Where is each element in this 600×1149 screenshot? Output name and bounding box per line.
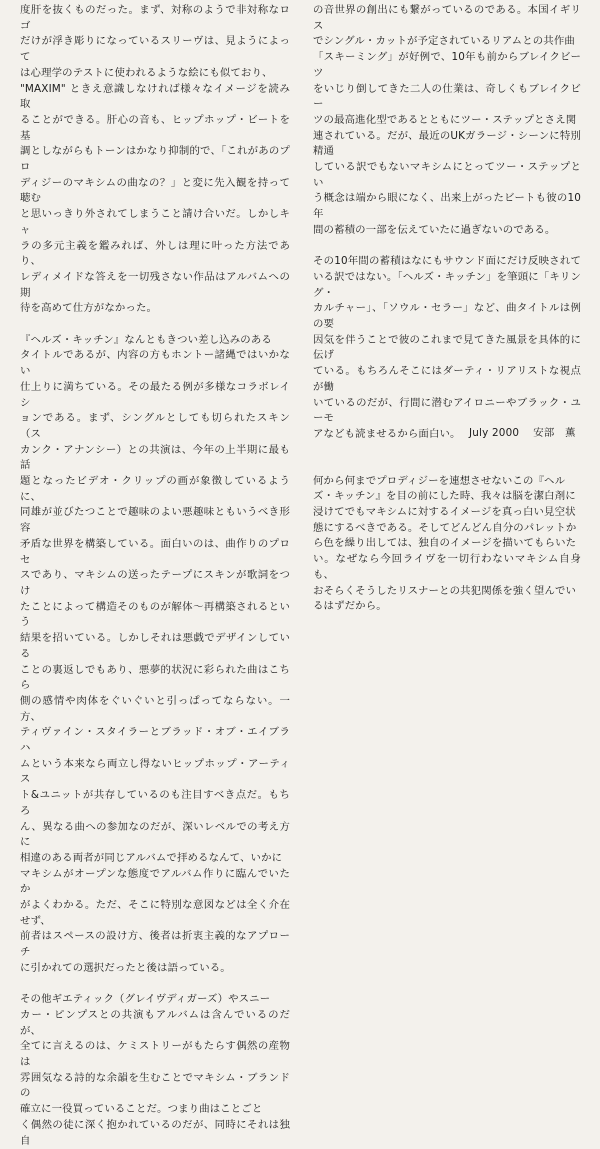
body-paragraph: その10年間の蓄積はなにもサウンド面にだけ反映されている訳ではない。「ヘルズ・キッチン」を筆頭に「キリング・ カルチャー」、「ソウル・セラー」など、曲タイトルは例の要 因気を伴うことで彼のこれまで見てきた風景を具体的に伝げ ている。もちろんそこにはダーティ・リアリストな視点が働 いているのだが、行間に潜むアイロニーやブラック・ユーモ アなども読ませるから面白い。: [313, 255, 581, 440]
right-column: [313, 3, 581, 615]
signature-author: 安部 薫: [533, 427, 576, 439]
body-paragraph: の音世界の創出にも繋がっているのである。本国イギリス でシングル・カットが予定されているリアムとの共作曲 「スキーミング」が好例で、10年も前からブレイクビーツ をいじり倒してきた二人の仕業は、奇しくもブレイクビー ツの最高進化型であるとともにツー・ステップとさえ関 連されている。だが、最近のUKガラージ・シーンに特別精通 している訳でもないマキシムにとってツー・ステップとい う概念は端から眼になく、出来上がったビートも彼の10年 間の蓄積の一部を伝えていたに過ぎないのである。: [313, 4, 581, 236]
body-paragraph: 『ヘルズ・キッチン』なんともきつい差し込みのある タイトルであるが、内容の方もホントー諸縄ではいかない 仕上りに満ちている。その最たる例が多様なコラボレイシ ョンである。まず、シングルとしても切られたスキン（ス カンク・アナンシー）との共演は、今年の上半期に最も話 題となったビデオ・クリップの画が象徴しているように、 同雄が並びたつことで趣味のよい悪趣味ともいうべき形容 矛盾な世界を構築している。面白いのは、曲作りのプロセ スであり、マキシムの送ったテープにスキンが歌詞をつけ たことによって構造そのものが解体〜再構築されるという 結果を招いている。しかしそれは悪戯でデザインしている ことの裏返しでもあり、悪夢的状況に彩られた曲はこちら 側の感情や肉体をぐいぐいと引っぱってならない。一方、 ティヴァイン・スタイラーとブラッド・オブ・エイブラハ ムという本来なら両立し得ないヒップホップ・アーティス ト&ユニットが共存しているのも注目すべき点だ。もちろ ん、異なる曲への参加なのだが、深いレベルでの考え方に 相違のある両者が同じアルバムで拝めるなんて、いかに マキシムがオープンな態度でアルバム作りに臨んでいたか がよくわかる。ただ、そこに特別な意図などは全く介在せず、 前者はスペースの設け方、後者は折衷主義的なアプローチ に引かれての選択だったと後は語っている。: [20, 333, 290, 974]
body-paragraph: その他ギエティック（グレイヴディガーズ）やスニー カー・ピンプスとの共演もアルバムは含んでいるのだが、 全てに言えるのは、ケミストリーがもたらす偶然の産物は 雰囲気なる詩的な余韻を生むことでマキシム・ブランドの 確立に一役買っていることだ。つまり曲はことごと く偶然の徒に深く抱かれているのだが、同時にそれは独自: [20, 993, 290, 1147]
body-paragraph: 何から何までプロディジーを連想させないこの『ヘル ズ・キッチン』を目の前にした時、我々は脳を潔白剤に 浸けてでもマキシムに対するイメージを真っ白い見空状 態にするべきである。そしてどんどん自分のパレットか ら色を繰り出しては、独自のイメージを描いてもらいた い。なぜなら今回ライヴを一切行わないマキシム自身も、 おそらくそうしたリスナーとの共犯関係を強く望んでい るはずだから。: [313, 474, 581, 613]
left-column: [20, 3, 290, 1149]
signature: [469, 424, 576, 439]
body-paragraph: 度肝を抜くものだった。まず、対称のようで非対称なロゴ だけが浮き彫りになっているスリーヴは、見ようによって は心理学のテストに使われるような絵にも似ており、 "MAXIM" ときえ意識しなければ様々なイメージを読み取 ることができる。肝心の音も、ヒップホップ・ビートを基 調としながらもトーンはかなり抑制的で、「これがあのプロ ディジーのマキシムの曲なの？」と変に先入観を持って聴む と思いっきり外されてしまうこと請け合いだ。しかしキャ ラの多元主義を鑑みれば、外しは理に叶った方法であり、 レディメイドな答えを一切残さない作品はアルバムへの期 待を高めて仕方がなかった。: [20, 4, 290, 315]
signature-date: July 2000: [469, 427, 520, 439]
